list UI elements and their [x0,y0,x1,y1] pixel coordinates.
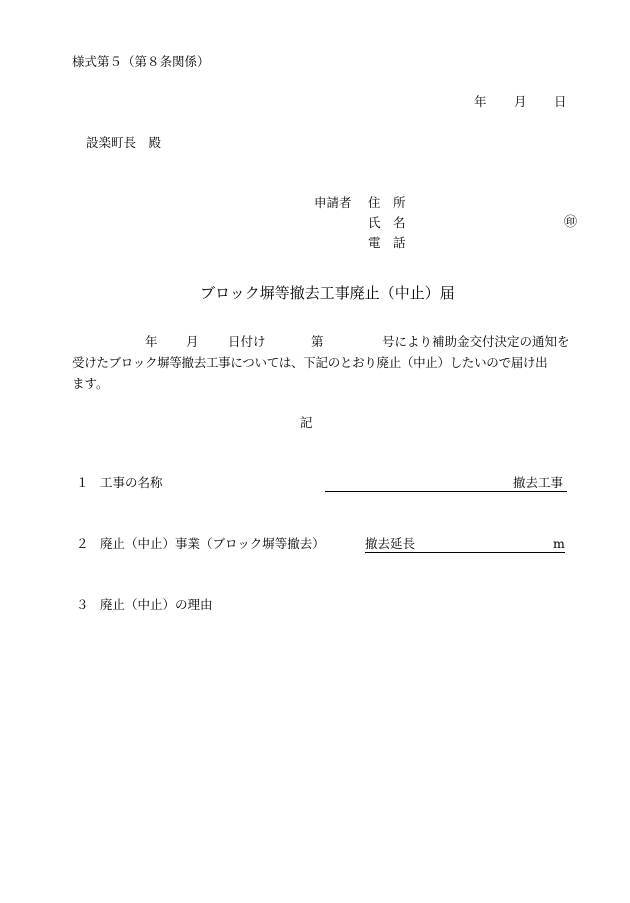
body-line1-rest: 号により補助金交付決定の通知を [382,334,570,349]
body-year: 年 [145,334,158,349]
seal-mark: ㊞ [564,215,578,230]
item2-label: 廃止（中止）事業（ブロック塀等撤去） [100,536,325,551]
date-day: 日 [554,94,567,109]
item3-label: 廃止（中止）の理由 [100,597,213,612]
body-line2: 受けたブロック塀等撤去工事については、下記のとおり廃止（中止）したいので届け出 [72,355,548,370]
document-title: ブロック塀等撤去工事廃止（中止）届 [200,284,455,302]
item3-number: ３ [76,597,89,612]
item1-underline [325,491,567,492]
phone-label: 電 話 [368,235,406,250]
body-line3: ます。 [72,376,109,391]
applicant-label: 申請者 [314,195,352,210]
item2-underline [365,552,565,553]
body-no: 第 [311,334,324,349]
date-year: 年 [474,94,487,109]
name-label: 氏 名 [368,215,406,230]
item1-number: １ [76,475,89,490]
body-dated: 日付け [228,334,266,349]
form-number: 様式第５（第８条関係） [72,54,210,69]
address-label: 住 所 [368,195,406,210]
item1-value: 撤去工事 [513,475,564,490]
body-month: 月 [186,334,199,349]
date-month: 月 [514,94,527,109]
ki-mark: 記 [300,415,313,430]
item2-unit: m [553,536,565,551]
item2-value-label: 撤去延長 [365,536,416,551]
addressee: 設楽町長 殿 [86,135,162,150]
item1-label: 工事の名称 [100,475,163,490]
item2-number: ２ [76,536,89,551]
